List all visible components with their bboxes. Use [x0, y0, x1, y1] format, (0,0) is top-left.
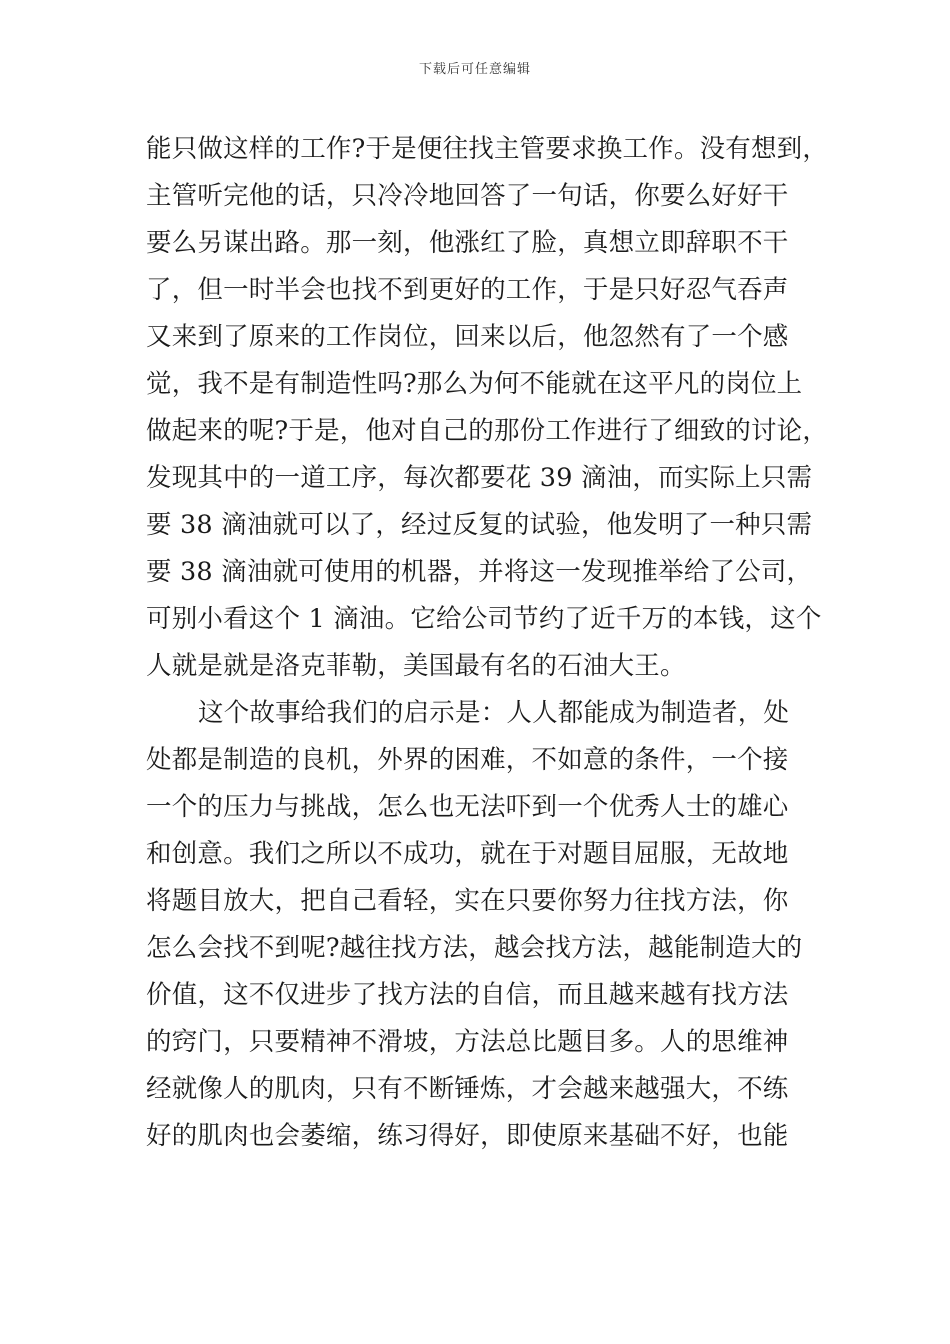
text-line: 价值，这不仅进步了找方法的自信，而且越来越有找方法: [146, 980, 789, 1010]
text-line: 处都是制造的良机，外界的困难，不如意的条件，一个接: [146, 745, 789, 775]
text-line: 主管听完他的话，只冷冷地回答了一句话，你要么好好干: [146, 181, 789, 211]
text-line: 发现其中的一道工序，每次都要花 39 滴油，而实际上只需: [146, 463, 813, 493]
text-line: 好的肌肉也会萎缩，练习得好，即使原来基础不好，也能: [146, 1121, 789, 1151]
text-line: 经就像人的肌肉，只有不断锤炼，才会越来越强大，不练: [146, 1074, 789, 1104]
text-line: 要么另谋出路。那一刻，他涨红了脸，真想立即辞职不干: [146, 228, 789, 258]
paragraph-2: [146, 690, 836, 1160]
text-line: 可别小看这个 1 滴油。它给公司节约了近千万的本钱，这个: [146, 604, 822, 634]
text-line: 和创意。我们之所以不成功，就在于对题目屈服，无故地: [146, 839, 789, 869]
text-line: 觉，我不是有制造性吗?那么为何不能就在这平凡的岗位上: [146, 369, 803, 399]
text-line-first-indented: 这个故事给我们的启示是：人人都能成为制造者，处: [198, 698, 790, 728]
text-line: 又来到了原来的工作岗位，回来以后，他忽然有了一个感: [146, 322, 789, 352]
text-line: 能只做这样的工作?于是便往找主管要求换工作。没有想到，: [146, 134, 829, 164]
paragraph-1: [146, 126, 836, 690]
text-line: 做起来的呢?于是，他对自己的那份工作进行了细致的讨论，: [146, 416, 829, 446]
text-line: 人就是就是洛克菲勒，美国最有名的石油大王。: [146, 651, 686, 681]
text-line: 一个的压力与挑战，怎么也无法吓到一个优秀人士的雄心: [146, 792, 789, 822]
document-body: [146, 126, 836, 1160]
page-header: 下载后可任意编辑: [418, 62, 531, 77]
text-line: 怎么会找不到呢?越往找方法，越会找方法，越能制造大的: [146, 933, 803, 963]
text-line: 要 38 滴油就可以了，经过反复的试验，他发明了一种只需: [146, 510, 813, 540]
text-line: 要 38 滴油就可使用的机器，并将这一发现推举给了公司，: [146, 557, 813, 587]
text-line: 了，但一时半会也找不到更好的工作，于是只好忍气吞声: [146, 275, 789, 305]
text-line: 的窍门，只要精神不滑坡，方法总比题目多。人的思维神: [146, 1027, 789, 1057]
text-line: 将题目放大，把自己看轻，实在只要你努力往找方法，你: [146, 886, 789, 916]
